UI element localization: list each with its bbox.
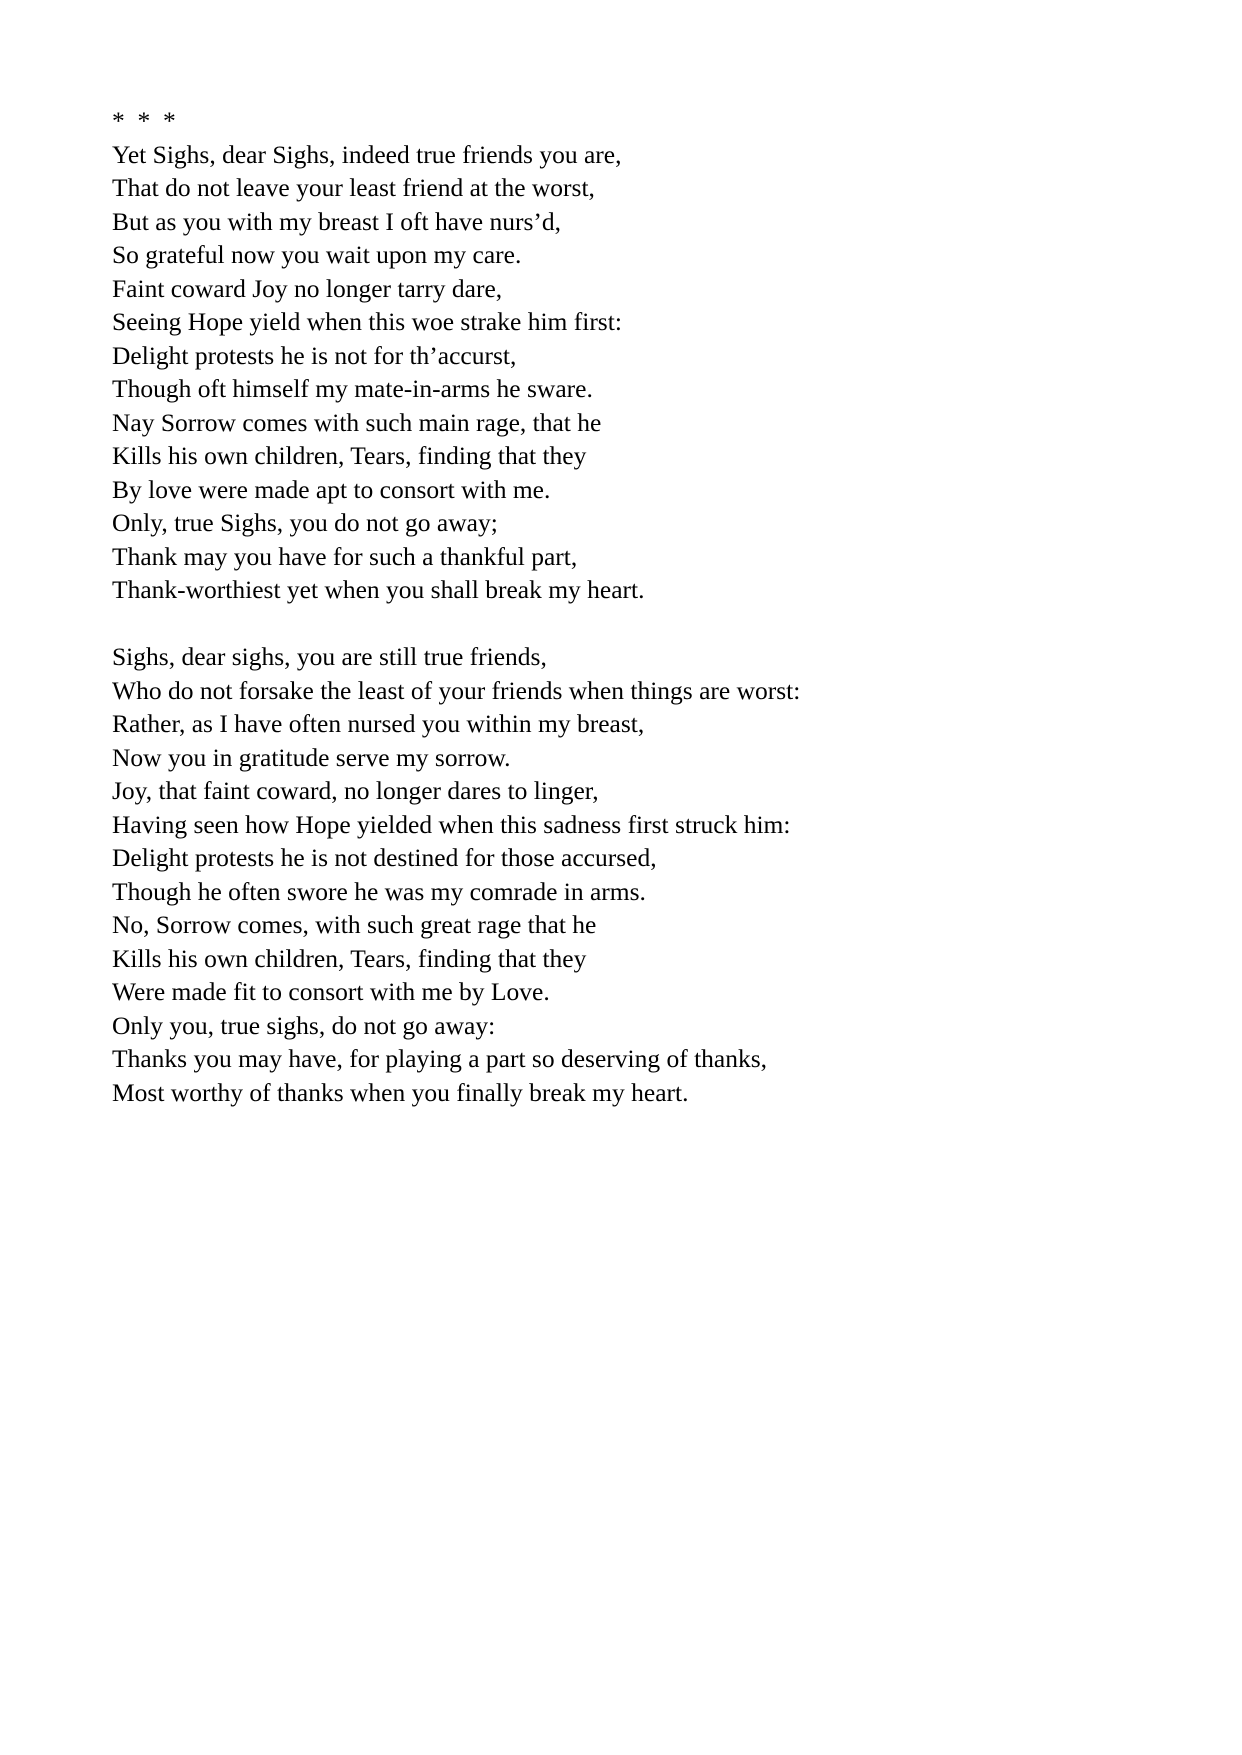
- poem-line: But as you with my breast I oft have nurs’d,: [112, 206, 562, 236]
- poem-line: Seeing Hope yield when this woe strake him first:: [112, 307, 622, 336]
- poem-line: Kills his own children, Tears, finding that they: [112, 441, 587, 470]
- poem-original-stanza: [112, 138, 1162, 607]
- poem-line: Yet Sighs, dear Sighs, indeed true friends you are,: [112, 139, 622, 169]
- stanza-gap: [112, 607, 1162, 641]
- poem-line: Delight protests he is not for th’accurst,: [112, 340, 517, 370]
- poem-modern-stanza: [112, 640, 1162, 1109]
- poem-line: Though oft himself my mate-in-arms he sware.: [112, 374, 593, 403]
- poem-line: Only, true Sighs, you do not go away;: [112, 508, 498, 537]
- poem-line: So grateful now you wait upon my care.: [112, 240, 522, 269]
- poem-line: Having seen how Hope yielded when this sadness first struck him:: [112, 809, 791, 839]
- poem-line: Thanks you may have, for playing a part so deserving of thanks,: [112, 1044, 768, 1073]
- poem-line: Now you in gratitude serve my sorrow.: [112, 742, 511, 772]
- poem-line: Who do not forsake the least of your friends when things are worst:: [112, 675, 801, 705]
- poem-line: That do not leave your least friend at the worst,: [112, 173, 595, 202]
- section-separator: * * *: [112, 106, 176, 135]
- poem-line: Only you, true sighs, do not go away:: [112, 1010, 496, 1040]
- poem-line: Most worthy of thanks when you finally break my heart.: [112, 1077, 689, 1107]
- poem-line: Rather, as I have often nursed you within my breast,: [112, 709, 645, 738]
- poem-line: Were made fit to consort with me by Love.: [112, 977, 550, 1006]
- poem-line: Thank may you have for such a thankful part,: [112, 541, 578, 571]
- poem-line: Faint coward Joy no longer tarry dare,: [112, 273, 503, 303]
- poem-line: Joy, that faint coward, no longer dares to linger,: [112, 776, 599, 805]
- poem-line: Nay Sorrow comes with such main rage, that he: [112, 407, 602, 437]
- poem-line: Delight protests he is not destined for those accursed,: [112, 843, 657, 872]
- poem-line: Kills his own children, Tears, finding that they: [112, 943, 587, 973]
- poem-line: Sighs, dear sighs, you are still true friends,: [112, 642, 547, 671]
- poem-line: Though he often swore he was my comrade in arms.: [112, 876, 646, 906]
- poem-line: Thank-worthiest yet when you shall break my heart.: [112, 575, 645, 604]
- poem-line: No, Sorrow comes, with such great rage that he: [112, 910, 597, 939]
- poem-line: By love were made apt to consort with me.: [112, 474, 551, 504]
- poem-content: [112, 104, 1162, 1109]
